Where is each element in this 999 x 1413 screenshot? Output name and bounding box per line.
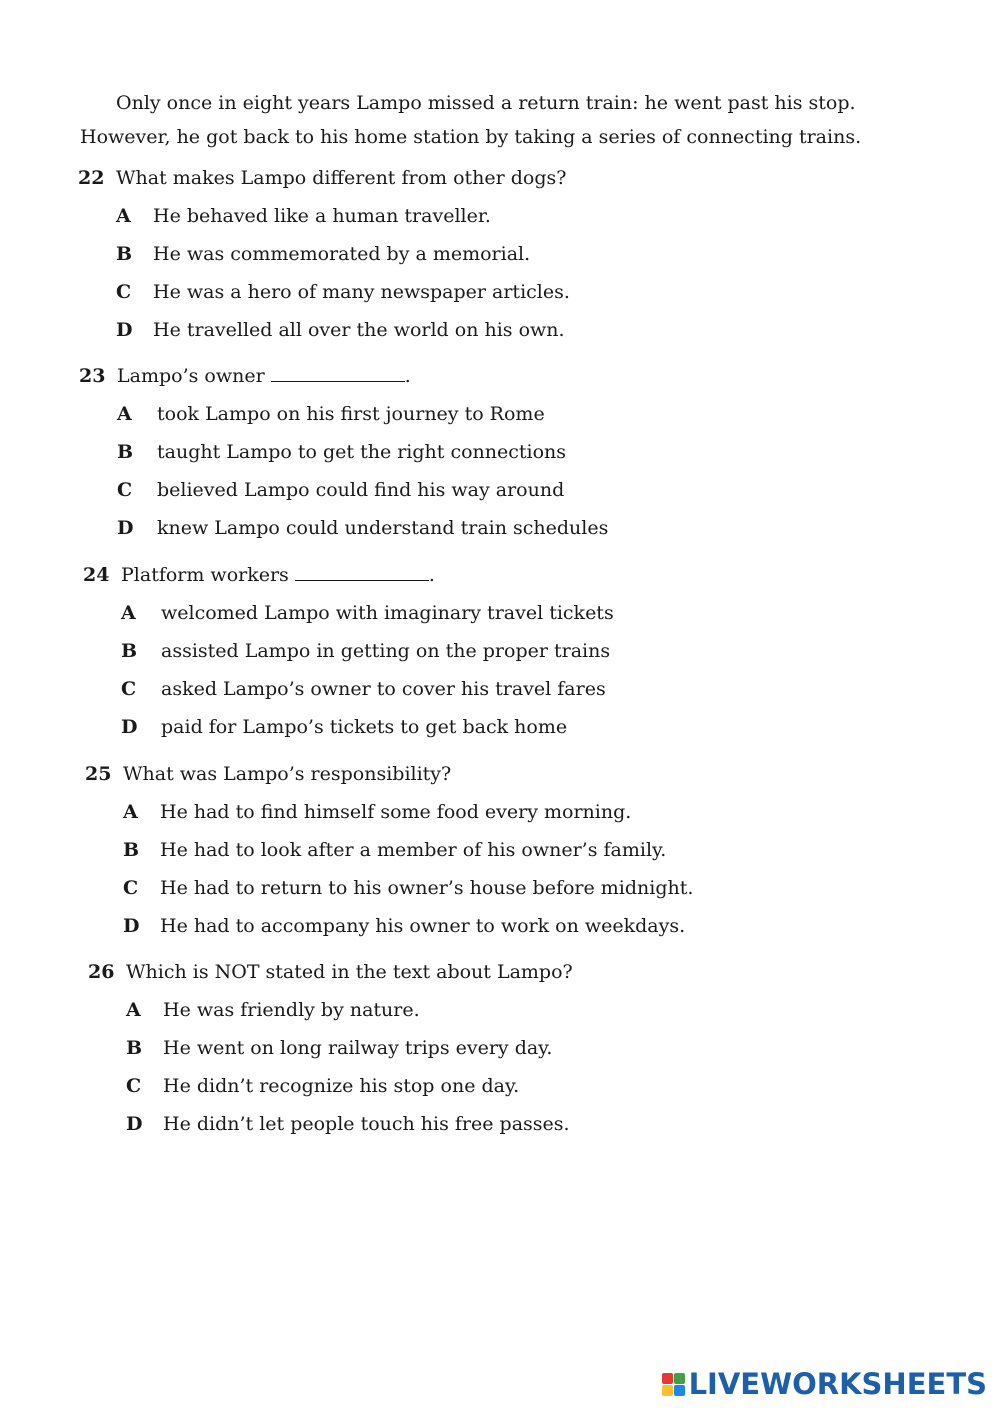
liveworksheets-logo-icon [662, 1373, 685, 1396]
option-b[interactable]: B taught Lampo to get the right connections [117, 441, 567, 463]
question-22 [78, 166, 898, 356]
option-list [116, 204, 898, 342]
question-number: 25 [85, 763, 112, 785]
question-24 [83, 563, 903, 753]
logo-square-blue [674, 1385, 685, 1396]
option-d[interactable]: D He travelled all over the world on his own. [116, 319, 565, 341]
question-23 [79, 364, 899, 554]
question-stem: 23 Lampo’s owner . [79, 365, 411, 387]
answer-blank[interactable] [295, 564, 429, 581]
option-d[interactable]: D He had to accompany his owner to work on weekdays. [123, 915, 686, 937]
question-26 [88, 960, 908, 1150]
question-text: What makes Lampo different from other dogs? [116, 167, 567, 189]
option-d[interactable]: D He didn’t let people touch his free passes. [126, 1113, 570, 1135]
question-number: 22 [78, 167, 105, 189]
question-number: 23 [79, 365, 106, 387]
watermark-text: LIVEWORKSHEETS [688, 1367, 987, 1401]
question-stem [88, 960, 908, 984]
question-stem: 24 Platform workers . [83, 564, 435, 586]
option-list [121, 601, 903, 739]
option-a[interactable]: A He behaved like a human traveller. [116, 205, 491, 227]
logo-square-green [674, 1373, 685, 1384]
option-list [117, 402, 899, 540]
option-c[interactable]: C He was a hero of many newspaper articles. [116, 281, 570, 303]
liveworksheets-watermark [662, 1367, 987, 1401]
question-stem [85, 762, 905, 786]
intro-text: Only once in eight years Lampo missed a return train: he went past his stop. However, he got back to his home station by taking a series of connecting trains. [80, 92, 862, 148]
logo-square-yellow [662, 1385, 673, 1396]
option-d[interactable]: D paid for Lampo’s tickets to get back home [121, 716, 568, 738]
option-b[interactable]: B He went on long railway trips every day. [126, 1037, 553, 1059]
question-text: Lampo’s owner [117, 365, 265, 387]
option-c[interactable]: C believed Lampo could find his way around [117, 479, 565, 501]
option-a[interactable]: A He was friendly by nature. [126, 999, 420, 1021]
question-text: What was Lampo’s responsibility? [123, 763, 452, 785]
option-a[interactable]: A took Lampo on his first journey to Rome [117, 403, 545, 425]
option-c[interactable]: C He didn’t recognize his stop one day. [126, 1075, 520, 1097]
question-number: 26 [88, 961, 115, 983]
option-a[interactable]: A He had to find himself some food every morning. [123, 801, 632, 823]
question-number: 24 [83, 564, 110, 586]
question-25 [85, 762, 905, 952]
answer-blank[interactable] [271, 365, 405, 382]
logo-square-red [662, 1373, 673, 1384]
option-b[interactable]: B He was commemorated by a memorial. [116, 243, 531, 265]
question-stem [78, 166, 898, 190]
option-d[interactable]: D knew Lampo could understand train schedules [117, 517, 609, 539]
option-a[interactable]: A welcomed Lampo with imaginary travel tickets [121, 602, 614, 624]
option-b[interactable]: B assisted Lampo in getting on the proper trains [121, 640, 611, 662]
option-c[interactable]: C He had to return to his owner’s house before midnight. [123, 877, 694, 899]
option-b[interactable]: B He had to look after a member of his owner’s family. [123, 839, 667, 861]
option-list [123, 800, 905, 938]
option-list [126, 998, 908, 1136]
question-text: Which is NOT stated in the text about Lampo? [126, 961, 573, 983]
option-c[interactable]: C asked Lampo’s owner to cover his travel fares [121, 678, 606, 700]
question-text: Platform workers [121, 564, 289, 586]
intro-paragraph [80, 86, 930, 154]
